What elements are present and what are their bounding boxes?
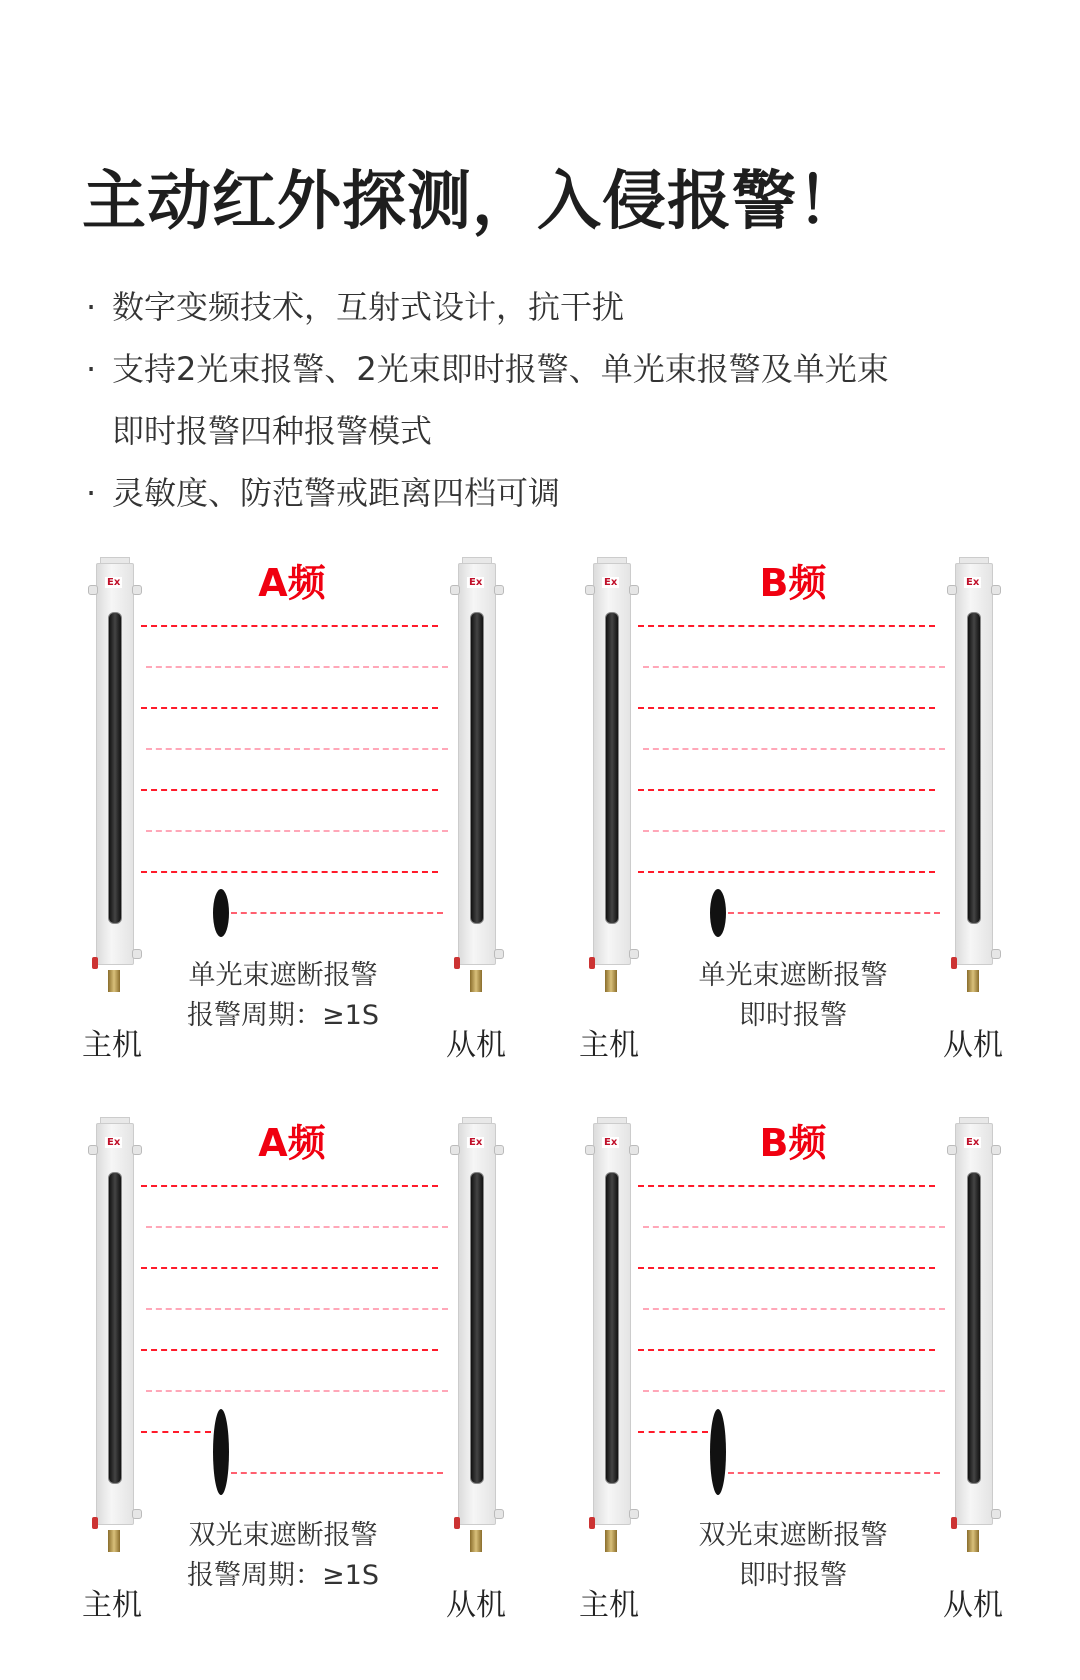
mount-ear-icon — [629, 949, 639, 959]
caption-line: 即时报警 — [739, 1000, 847, 1031]
bullet-dot: · — [86, 474, 97, 512]
caption-line: 报警周期：≥1S — [187, 1560, 379, 1591]
beam-line — [638, 707, 935, 709]
valve-icon — [951, 957, 957, 969]
transmitter-pillar — [92, 1117, 136, 1571]
slave-unit-label: 从机 — [943, 1588, 1003, 1623]
beam-panel — [573, 548, 1005, 1078]
feature-bullet — [86, 468, 560, 514]
beam-line — [146, 1390, 448, 1392]
ex-badge: Ex — [604, 1137, 618, 1148]
slave-unit-label: 从机 — [446, 1588, 506, 1623]
obstacle-icon — [710, 889, 726, 937]
receiver-pillar — [454, 1117, 498, 1571]
feature-bullet-continuation — [86, 406, 432, 452]
main-unit-label: 主机 — [579, 1588, 639, 1623]
alarm-caption — [663, 956, 923, 1036]
slave-unit-label: 从机 — [446, 1028, 506, 1063]
beam-line — [146, 1226, 448, 1228]
mount-ear-icon — [947, 1145, 957, 1155]
mount-ear-icon — [991, 1509, 1001, 1519]
beam-line — [638, 1349, 935, 1351]
ex-badge: Ex — [107, 1137, 121, 1148]
beam-line — [146, 1308, 448, 1310]
beam-line — [141, 1267, 438, 1269]
mount-ear-icon — [494, 585, 504, 595]
lens-window — [470, 1172, 484, 1484]
caption-line: 单光束遮断报警 — [188, 960, 378, 991]
ex-badge: Ex — [966, 1137, 980, 1148]
page-title: 主动红外探测，入侵报警！ — [82, 165, 862, 239]
bullet-dot: · — [86, 350, 97, 388]
beam-line — [638, 871, 935, 873]
cable-gland-icon — [605, 1530, 617, 1552]
frequency-title: B频 — [759, 1121, 827, 1165]
receiver-pillar — [951, 1117, 995, 1571]
beam-line — [141, 1185, 438, 1187]
beam-line — [638, 789, 935, 791]
mount-ear-icon — [991, 585, 1001, 595]
caption-line: 报警周期：≥1S — [187, 1000, 379, 1031]
beam-line — [638, 1267, 935, 1269]
ex-badge: Ex — [469, 1137, 483, 1148]
beam-line — [643, 1226, 945, 1228]
mount-ear-icon — [629, 1509, 639, 1519]
mount-ear-icon — [629, 585, 639, 595]
ex-badge: Ex — [604, 577, 618, 588]
beam-line-partial — [728, 1472, 940, 1474]
mount-ear-icon — [450, 585, 460, 595]
beam-line — [141, 1349, 438, 1351]
beam-line — [643, 830, 945, 832]
cable-gland-icon — [108, 970, 120, 992]
mount-ear-icon — [88, 1145, 98, 1155]
caption-line: 单光束遮断报警 — [698, 960, 888, 991]
feature-bullet — [86, 282, 624, 328]
beam-line-partial — [231, 1472, 443, 1474]
receiver-pillar — [951, 557, 995, 1011]
obstacle-icon — [213, 1409, 229, 1495]
lens-window — [470, 612, 484, 924]
lens-window — [108, 612, 122, 924]
beam-panel — [573, 1108, 1005, 1638]
frequency-title: A频 — [258, 1121, 326, 1165]
mount-ear-icon — [88, 585, 98, 595]
beam-panel — [76, 1108, 508, 1638]
bullet-text: 即时报警四种报警模式 — [112, 412, 433, 450]
beam-line — [643, 748, 945, 750]
lens-window — [967, 1172, 981, 1484]
beam-line — [146, 748, 448, 750]
caption-line: 即时报警 — [739, 1560, 847, 1591]
mount-ear-icon — [629, 1145, 639, 1155]
bullet-text: 灵敏度、防范警戒距离四档可调 — [112, 474, 561, 512]
beam-line — [638, 1185, 935, 1187]
cable-gland-icon — [470, 970, 482, 992]
mount-ear-icon — [494, 1509, 504, 1519]
beam-line — [643, 666, 945, 668]
beam-line — [643, 1308, 945, 1310]
valve-icon — [454, 1517, 460, 1529]
obstacle-icon — [710, 1409, 726, 1495]
caption-line: 双光束遮断报警 — [188, 1520, 378, 1551]
valve-icon — [589, 957, 595, 969]
beam-panel — [76, 548, 508, 1078]
alarm-caption — [153, 1516, 413, 1596]
valve-icon — [92, 957, 98, 969]
alarm-caption — [153, 956, 413, 1036]
mount-ear-icon — [132, 1509, 142, 1519]
bullet-text: 数字变频技术，互射式设计，抗干扰 — [112, 288, 625, 326]
lens-window — [967, 612, 981, 924]
slave-unit-label: 从机 — [943, 1028, 1003, 1063]
beam-line — [141, 625, 438, 627]
cable-gland-icon — [967, 970, 979, 992]
beam-line-blocked — [141, 1431, 211, 1433]
cable-gland-icon — [967, 1530, 979, 1552]
feature-bullet — [86, 344, 889, 390]
mount-ear-icon — [132, 1145, 142, 1155]
cable-gland-icon — [470, 1530, 482, 1552]
mount-ear-icon — [991, 1145, 1001, 1155]
beam-line — [643, 1390, 945, 1392]
main-unit-label: 主机 — [579, 1028, 639, 1063]
mount-ear-icon — [132, 949, 142, 959]
ex-badge: Ex — [966, 577, 980, 588]
alarm-caption — [663, 1516, 923, 1596]
cable-gland-icon — [108, 1530, 120, 1552]
transmitter-pillar — [589, 1117, 633, 1571]
mount-ear-icon — [947, 585, 957, 595]
main-unit-label: 主机 — [82, 1028, 142, 1063]
main-unit-label: 主机 — [82, 1588, 142, 1623]
mount-ear-icon — [450, 1145, 460, 1155]
beam-line — [146, 830, 448, 832]
lens-window — [605, 612, 619, 924]
valve-icon — [951, 1517, 957, 1529]
mount-ear-icon — [132, 585, 142, 595]
transmitter-pillar — [92, 557, 136, 1011]
mount-ear-icon — [494, 1145, 504, 1155]
frequency-title: B频 — [759, 561, 827, 605]
mount-ear-icon — [494, 949, 504, 959]
lens-window — [108, 1172, 122, 1484]
cable-gland-icon — [605, 970, 617, 992]
ex-badge: Ex — [469, 577, 483, 588]
beam-line-blocked — [638, 1431, 708, 1433]
bullet-dot: · — [86, 288, 97, 326]
mount-ear-icon — [585, 585, 595, 595]
transmitter-pillar — [589, 557, 633, 1011]
beam-line — [638, 625, 935, 627]
beam-line-partial — [728, 912, 940, 914]
bullet-text: 支持2光束报警、2光束即时报警、单光束报警及单光束 — [112, 350, 889, 388]
obstacle-icon — [213, 889, 229, 937]
mount-ear-icon — [991, 949, 1001, 959]
caption-line: 双光束遮断报警 — [698, 1520, 888, 1551]
beam-line — [146, 666, 448, 668]
lens-window — [605, 1172, 619, 1484]
mount-ear-icon — [585, 1145, 595, 1155]
beam-line — [141, 707, 438, 709]
beam-line-partial — [231, 912, 443, 914]
valve-icon — [589, 1517, 595, 1529]
receiver-pillar — [454, 557, 498, 1011]
valve-icon — [92, 1517, 98, 1529]
valve-icon — [454, 957, 460, 969]
ex-badge: Ex — [107, 577, 121, 588]
frequency-title: A频 — [258, 561, 326, 605]
beam-line — [141, 789, 438, 791]
beam-line — [141, 871, 438, 873]
